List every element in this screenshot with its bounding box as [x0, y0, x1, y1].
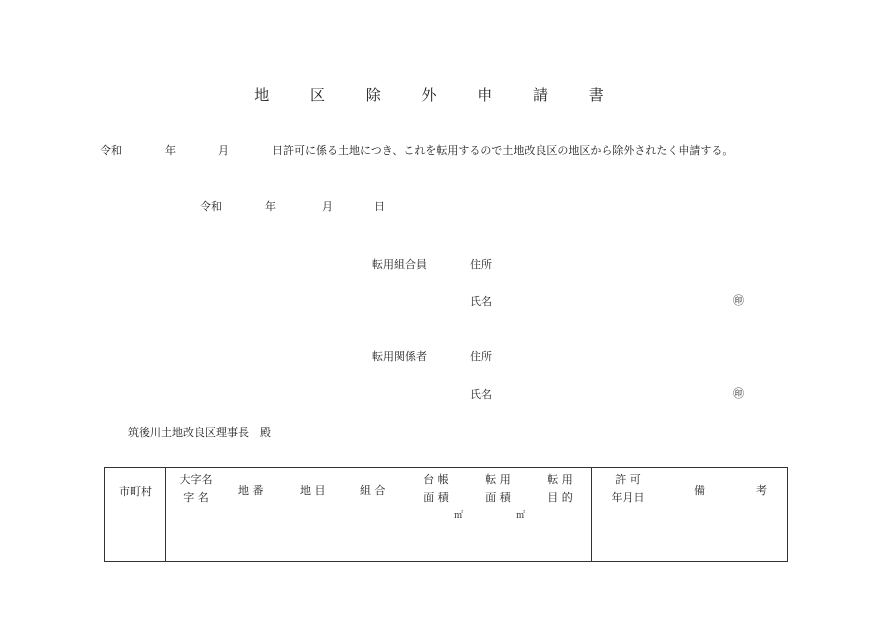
daicho-header — [416, 471, 456, 507]
chimoku-label: 地 目 — [300, 484, 326, 497]
related-address-label: 住所 — [470, 350, 492, 363]
addressee: 筑後川土地改良区理事長 殿 — [128, 426, 271, 439]
tenyo-area-unit: ㎡ — [516, 511, 526, 521]
member-address-label: 住所 — [470, 258, 492, 271]
statement-year: 年 — [165, 144, 176, 157]
member-seal-mark: ㊞ — [733, 294, 744, 307]
kyoka-line2: 年月日 — [611, 491, 645, 504]
date-month: 月 — [322, 200, 333, 213]
village-label: 市町村 — [119, 485, 152, 498]
chiban-label: 地 番 — [238, 484, 264, 497]
tenyo-purpose-line1: 転 用 — [547, 473, 573, 486]
tenyo-purpose-header — [540, 471, 580, 507]
related-role-label: 転用関係者 — [372, 350, 427, 363]
statement-era: 令和 — [100, 144, 122, 157]
member-role-label: 転用組合員 — [372, 258, 427, 271]
tenyo-area-header — [478, 471, 518, 507]
kyoka-line1: 許 可 — [615, 473, 641, 486]
kyoka-header — [608, 471, 648, 507]
related-seal-mark: ㊞ — [733, 387, 744, 400]
daicho-line2: 面 積 — [423, 491, 449, 504]
tenyo-purpose-line2: 目 的 — [547, 491, 573, 504]
tenyo-area-line1: 転 用 — [485, 473, 511, 486]
oaza-line1: 大字名 — [179, 473, 213, 486]
kumiai-label: 組 合 — [360, 484, 386, 497]
biko-char2: 考 — [756, 484, 767, 497]
document-title: 地 区 除 外 申 請 書 — [254, 86, 622, 104]
oaza-line2: 字 名 — [183, 491, 209, 504]
date-year: 年 — [265, 200, 276, 213]
member-name-label: 氏名 — [470, 295, 492, 308]
oaza-header — [174, 471, 218, 507]
statement-month: 月 — [218, 144, 229, 157]
related-name-label: 氏名 — [470, 388, 492, 401]
daicho-line1: 台 帳 — [423, 473, 449, 486]
tenyo-area-line2: 面 積 — [485, 491, 511, 504]
statement-text: 日許可に係る土地につき、これを転用するので土地改良区の地区から除外されたく申請する。 — [272, 144, 734, 157]
daicho-unit: ㎡ — [454, 511, 464, 521]
biko-char1: 備 — [694, 484, 705, 497]
village-cell — [105, 468, 166, 562]
date-day: 日 — [374, 200, 385, 213]
permit-remarks-cell — [592, 468, 788, 562]
parcel-detail-cell — [166, 468, 592, 562]
parcel-table — [104, 467, 788, 562]
date-era: 令和 — [200, 200, 222, 213]
